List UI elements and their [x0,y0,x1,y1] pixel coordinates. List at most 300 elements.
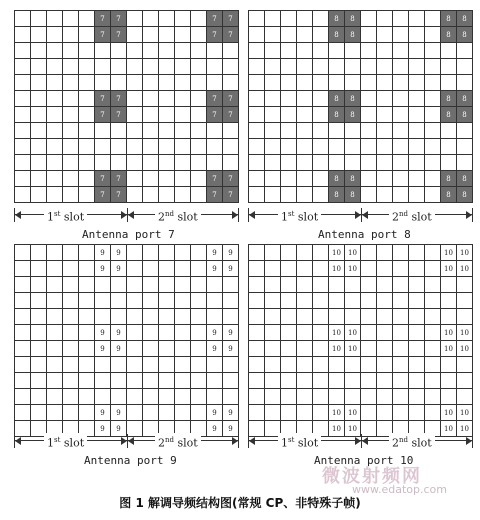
grid-cell [329,309,345,325]
dmrs-cell: 10 [441,421,457,437]
grid-cell [79,139,95,155]
grid-cell [393,245,409,261]
grid-cell [457,43,473,59]
grid-cell [191,389,207,405]
grid-cell [79,261,95,277]
grid-cell [95,59,111,75]
grid-cell [297,277,313,293]
grid-cell [441,309,457,325]
grid-cell [249,261,265,277]
grid-cell [313,75,329,91]
grid-cell [297,187,313,203]
grid-cell [175,139,191,155]
grid-cell [313,389,329,405]
grid-cell [265,59,281,75]
grid-cell [281,277,297,293]
grid-cell [175,75,191,91]
grid-cell [249,91,265,107]
grid-cell [265,261,281,277]
grid-cell [191,107,207,123]
grid-cell [281,155,297,171]
grid-cell [159,325,175,341]
grid-cell [127,389,143,405]
grid-cell [143,187,159,203]
grid-cell [409,75,425,91]
grid-cell [223,293,239,309]
grid-cell [175,11,191,27]
grid-cell [313,107,329,123]
grid-cell [265,123,281,139]
grid-cell [175,373,191,389]
grid-cell [175,171,191,187]
grid-cell [79,325,95,341]
dmrs-cell: 7 [207,91,223,107]
arrow-right-icon [121,211,127,219]
grid-cell [393,261,409,277]
grid-cell [281,75,297,91]
grid-cell [63,277,79,293]
grid-cell [345,357,361,373]
grid-cell [313,59,329,75]
grid-cell [79,91,95,107]
dmrs-cell: 7 [223,107,239,123]
dmrs-cell: 7 [95,91,111,107]
grid-cell [175,91,191,107]
grid-cell [31,261,47,277]
grid-cell [127,75,143,91]
grid-cell [361,341,377,357]
grid-cell [409,341,425,357]
grid-cell [425,389,441,405]
grid-cell [79,59,95,75]
grid-cell [47,107,63,123]
grid-cell [281,293,297,309]
grid-cell [143,155,159,171]
grid-cell [127,171,143,187]
dmrs-cell: 8 [441,107,457,123]
grid-cell [313,187,329,203]
dmrs-cell: 9 [111,261,127,277]
dmrs-cell: 8 [329,171,345,187]
arrow-left-icon [362,211,368,219]
grid-cell [457,293,473,309]
grid-cell [15,277,31,293]
dmrs-cell: 7 [95,11,111,27]
grid-cell [425,91,441,107]
grid-cell [191,155,207,171]
grid-cell [143,123,159,139]
dmrs-cell: 7 [207,27,223,43]
grid-cell [249,43,265,59]
dmrs-cell: 10 [441,261,457,277]
dmrs-cell: 8 [345,27,361,43]
grid-cell [111,155,127,171]
grid-cell [47,171,63,187]
grid-cell [345,123,361,139]
grid-cell [175,325,191,341]
slot-label-first: 1st slot [44,433,87,451]
grid-cell [63,373,79,389]
grid-cell [127,277,143,293]
grid-cell [313,171,329,187]
grid-cell [425,59,441,75]
grid-cell [191,43,207,59]
grid-cell [457,389,473,405]
grid-cell [191,123,207,139]
grid-cell [361,155,377,171]
grid-cell [409,261,425,277]
grid-cell [127,187,143,203]
grid-cell [377,245,393,261]
grid-cell [377,155,393,171]
grid-cell [159,245,175,261]
grid-cell [143,171,159,187]
dmrs-cell: 10 [329,325,345,341]
grid-cell [207,155,223,171]
grid-cell [265,11,281,27]
dmrs-cell: 7 [207,171,223,187]
grid-cell [361,123,377,139]
slot-label-first: 1st slot [44,207,87,225]
grid-cell [191,59,207,75]
dmrs-cell: 10 [457,245,473,261]
grid-cell [79,43,95,59]
grid-cell [393,357,409,373]
grid-cell [409,155,425,171]
grid-cell [377,389,393,405]
dmrs-cell: 9 [95,261,111,277]
grid-cell [425,309,441,325]
grid-cell [297,373,313,389]
grid-cell [265,75,281,91]
grid-cell [159,27,175,43]
grid-cell [249,155,265,171]
arrow-left-icon [249,437,255,445]
grid-cell [409,171,425,187]
grid-cell [63,187,79,203]
dmrs-cell: 8 [329,11,345,27]
grid-cell [143,357,159,373]
grid-cell [265,245,281,261]
grid-cell [457,309,473,325]
dmrs-cell: 9 [95,245,111,261]
grid-cell [329,389,345,405]
grid-cell [63,75,79,91]
grid-cell [377,27,393,43]
grid-cell [15,43,31,59]
grid-cell [249,341,265,357]
dmrs-cell: 10 [345,421,361,437]
grid-cell [31,187,47,203]
grid-cell [425,187,441,203]
grid-cell [377,405,393,421]
grid-cell [111,75,127,91]
slot-label-first: 1st slot [278,433,321,451]
grid-cell [409,373,425,389]
grid-cell [15,373,31,389]
grid-cell [249,277,265,293]
grid-cell [409,405,425,421]
grid-cell [191,75,207,91]
grid-cell [361,405,377,421]
grid-cell [457,123,473,139]
grid-cell [31,43,47,59]
grid-cell [31,277,47,293]
dmrs-cell: 7 [207,107,223,123]
grid-cell [111,59,127,75]
grid-cell [63,139,79,155]
grid-cell [159,309,175,325]
dmrs-cell: 9 [207,245,223,261]
dmrs-cell: 10 [457,421,473,437]
grid-cell [63,123,79,139]
grid-cell [111,139,127,155]
grid-cell [191,293,207,309]
grid-cell [159,277,175,293]
grid-cell [425,171,441,187]
grid-cell [159,187,175,203]
grid-cell [207,309,223,325]
grid-cell [175,155,191,171]
grid-cell [409,277,425,293]
grid-cell [79,75,95,91]
grid-cell [223,277,239,293]
dmrs-cell: 9 [223,405,239,421]
grid-cell [361,187,377,203]
grid-cell [297,325,313,341]
grid-cell [249,107,265,123]
grid-cell [175,405,191,421]
grid-cell [281,27,297,43]
grid-cell [159,123,175,139]
grid-cell [329,59,345,75]
grid-cell [265,155,281,171]
grid-cell [31,341,47,357]
grid-cell [409,357,425,373]
grid-cell [313,405,329,421]
grid-cell [361,91,377,107]
grid-cell [223,389,239,405]
dmrs-cell: 9 [111,341,127,357]
grid-cell [265,357,281,373]
grid-cell [143,27,159,43]
grid-cell [265,91,281,107]
arrow-right-icon [355,211,361,219]
grid-cell [281,43,297,59]
grid-cell [15,245,31,261]
grid-cell [47,405,63,421]
grid-cell [223,357,239,373]
grid-cell [111,373,127,389]
grid-cell [281,341,297,357]
grid-cell [47,11,63,27]
grid-cell [409,123,425,139]
grid-cell [111,389,127,405]
grid-cell [393,373,409,389]
grid-cell [441,139,457,155]
grid-cell [159,341,175,357]
grid-cell [377,341,393,357]
grid-cell [95,75,111,91]
grid-cell [249,389,265,405]
grid-cell [191,11,207,27]
dmrs-cell: 10 [345,261,361,277]
dmrs-cell: 10 [457,341,473,357]
grid-cell [15,293,31,309]
grid-cell [79,27,95,43]
grid-cell [31,139,47,155]
grid-cell [265,309,281,325]
grid-cell [127,59,143,75]
grid-cell [31,357,47,373]
grid-cell [409,325,425,341]
grid-cell [409,139,425,155]
grid-cell [425,75,441,91]
grid-cell [79,293,95,309]
grid-cell [425,373,441,389]
dmrs-cell: 10 [329,421,345,437]
resource-grid [248,244,473,437]
grid-cell [393,155,409,171]
grid-cell [143,309,159,325]
dmrs-cell: 9 [95,421,111,437]
dmrs-cell: 10 [329,405,345,421]
grid-cell [329,139,345,155]
grid-cell [95,293,111,309]
grid-cell [265,293,281,309]
grid-cell [281,107,297,123]
grid-cell [191,91,207,107]
grid-cell [47,357,63,373]
grid-cell [15,261,31,277]
arrow-left-icon [128,437,134,445]
grid-cell [329,43,345,59]
grid-cell [297,43,313,59]
grid-cell [143,293,159,309]
grid-cell [159,139,175,155]
grid-cell [345,75,361,91]
grid-cell [159,293,175,309]
arrow-right-icon [232,211,238,219]
grid-cell [63,325,79,341]
grid-cell [281,187,297,203]
grid-cell [175,357,191,373]
dmrs-cell: 8 [345,11,361,27]
slot-bar-tick-right [472,434,473,448]
grid-cell [143,91,159,107]
grid-cell [265,277,281,293]
grid-cell [249,123,265,139]
arrow-right-icon [121,437,127,445]
dmrs-cell: 9 [111,325,127,341]
dmrs-cell: 10 [441,325,457,341]
grid-cell [191,373,207,389]
grid-cell [31,405,47,421]
grid-cell [265,389,281,405]
grid-cell [15,405,31,421]
grid-cell [15,11,31,27]
grid-cell [377,43,393,59]
arrow-left-icon [128,211,134,219]
arrow-right-icon [466,437,472,445]
grid-cell [313,357,329,373]
grid-cell [47,139,63,155]
grid-cell [297,309,313,325]
grid-cell [345,155,361,171]
grid-cell [393,107,409,123]
grid-cell [313,91,329,107]
grid-cell [377,187,393,203]
grid-cell [313,139,329,155]
grid-cell [95,277,111,293]
dmrs-cell: 8 [441,27,457,43]
grid-cell [47,389,63,405]
slot-label-second: 2nd slot [155,207,201,225]
dmrs-cell: 9 [111,245,127,261]
grid-cell [15,187,31,203]
grid-cell [63,245,79,261]
grid-cell [207,277,223,293]
grid-cell [361,277,377,293]
dmrs-cell: 9 [207,341,223,357]
dmrs-cell: 7 [207,11,223,27]
grid-cell [47,341,63,357]
grid-cell [393,405,409,421]
grid-cell [425,277,441,293]
grid-cell [31,91,47,107]
grid-cell [393,11,409,27]
watermark-text: 微波射频网 [322,466,422,487]
grid-cell [409,389,425,405]
grid-cell [95,357,111,373]
dmrs-cell: 7 [95,107,111,123]
grid-cell [31,171,47,187]
dmrs-cell: 9 [95,405,111,421]
grid-cell [249,11,265,27]
grid-cell [31,325,47,341]
grid-cell [329,277,345,293]
dmrs-cell: 7 [95,171,111,187]
grid-cell [297,123,313,139]
grid-cell [31,389,47,405]
resource-grid [248,10,473,203]
dmrs-cell: 8 [329,27,345,43]
grid-cell [297,405,313,421]
grid-cell [409,107,425,123]
grid-cell [191,341,207,357]
grid-cell [79,245,95,261]
grid-cell [159,11,175,27]
grid-cell [345,59,361,75]
grid-cell [175,187,191,203]
grid-cell [143,11,159,27]
grid-cell [441,59,457,75]
grid-cell [361,309,377,325]
grid-cell [143,373,159,389]
grid-cell [249,171,265,187]
dmrs-cell: 9 [223,421,239,437]
grid-cell [441,43,457,59]
dmrs-cell: 7 [111,27,127,43]
grid-cell [441,123,457,139]
grid-cell [361,389,377,405]
dmrs-cell: 10 [457,325,473,341]
grid-cell [377,107,393,123]
grid-cell [15,107,31,123]
dmrs-cell: 7 [95,27,111,43]
grid-cell [223,123,239,139]
grid-cell [457,155,473,171]
